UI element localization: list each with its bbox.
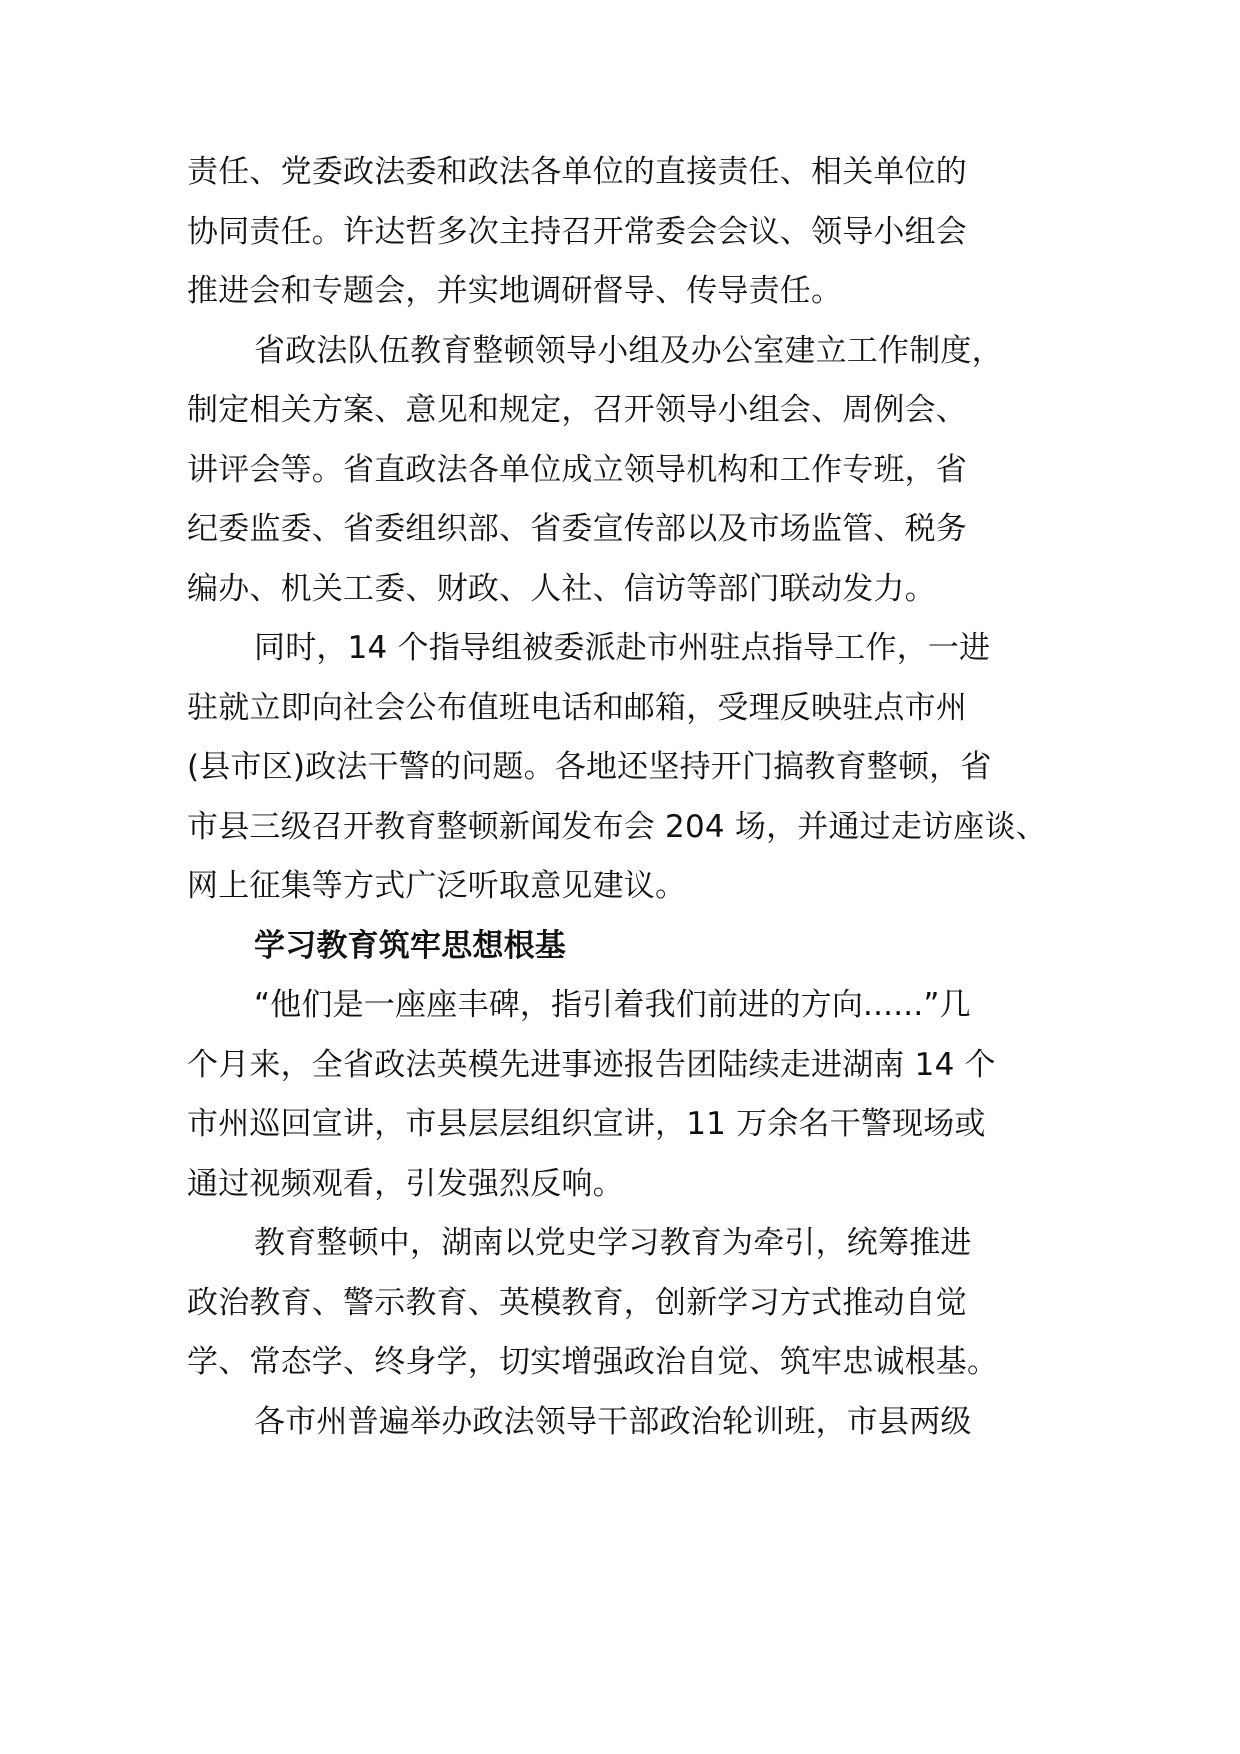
section-heading: 学习教育筑牢思想根基 bbox=[254, 928, 566, 964]
text-line: 网上征集等方式广泛听取意见建议。 bbox=[187, 868, 687, 904]
text-line: 推进会和专题会，并实地调研督导、传导责任。 bbox=[187, 273, 843, 309]
paragraph-first-line: 同时，14 个指导组被委派赴市州驻点指导工作，一进 bbox=[254, 630, 991, 666]
paragraph-first-line: 教育整顿中，湖南以党史学习教育为牵引，统筹推进 bbox=[254, 1225, 972, 1261]
text-line: 编办、机关工委、财政、人社、信访等部门联动发力。 bbox=[187, 571, 936, 607]
text-line: 讲评会等。省直政法各单位成立领导机构和工作专班，省 bbox=[187, 452, 967, 488]
paragraph-first-line: 各市州普遍举办政法领导干部政治轮训班，市县两级 bbox=[254, 1404, 972, 1440]
text-line: (县市区)政法干警的问题。各地还坚持开门搞教育整顿，省 bbox=[187, 749, 992, 785]
paragraph-first-line: 省政法队伍教育整顿领导小组及办公室建立工作制度， bbox=[254, 333, 1003, 369]
text-line: 政治教育、警示教育、英模教育，创新学习方式推动自觉 bbox=[187, 1285, 967, 1321]
text-line: 纪委监委、省委组织部、省委宣传部以及市场监管、税务 bbox=[187, 511, 967, 547]
text-line: 责任、党委政法委和政法各单位的直接责任、相关单位的 bbox=[187, 154, 967, 190]
text-line: 通过视频观看，引发强烈反响。 bbox=[187, 1166, 624, 1202]
text-line: 学、常态学、终身学，切实增强政治自觉、筑牢忠诚根基。 bbox=[187, 1344, 999, 1380]
text-line: 市县三级召开教育整顿新闻发布会 204 场，并通过走访座谈、 bbox=[187, 809, 1047, 845]
text-line: 市州巡回宣讲，市县层层组织宣讲，11 万余名干警现场或 bbox=[187, 1106, 986, 1142]
text-line: 驻就立即向社会公布值班电话和邮箱，受理反映驻点市州 bbox=[187, 690, 967, 726]
paragraph-first-line: “他们是一座座丰碑，指引着我们前进的方向......”几 bbox=[254, 987, 971, 1023]
text-line: 个月来，全省政法英模先进事迹报告团陆续走进湖南 14 个 bbox=[187, 1047, 996, 1083]
text-line: 制定相关方案、意见和规定，召开领导小组会、周例会、 bbox=[187, 392, 967, 428]
text-line: 协同责任。许达哲多次主持召开常委会会议、领导小组会 bbox=[187, 214, 967, 250]
